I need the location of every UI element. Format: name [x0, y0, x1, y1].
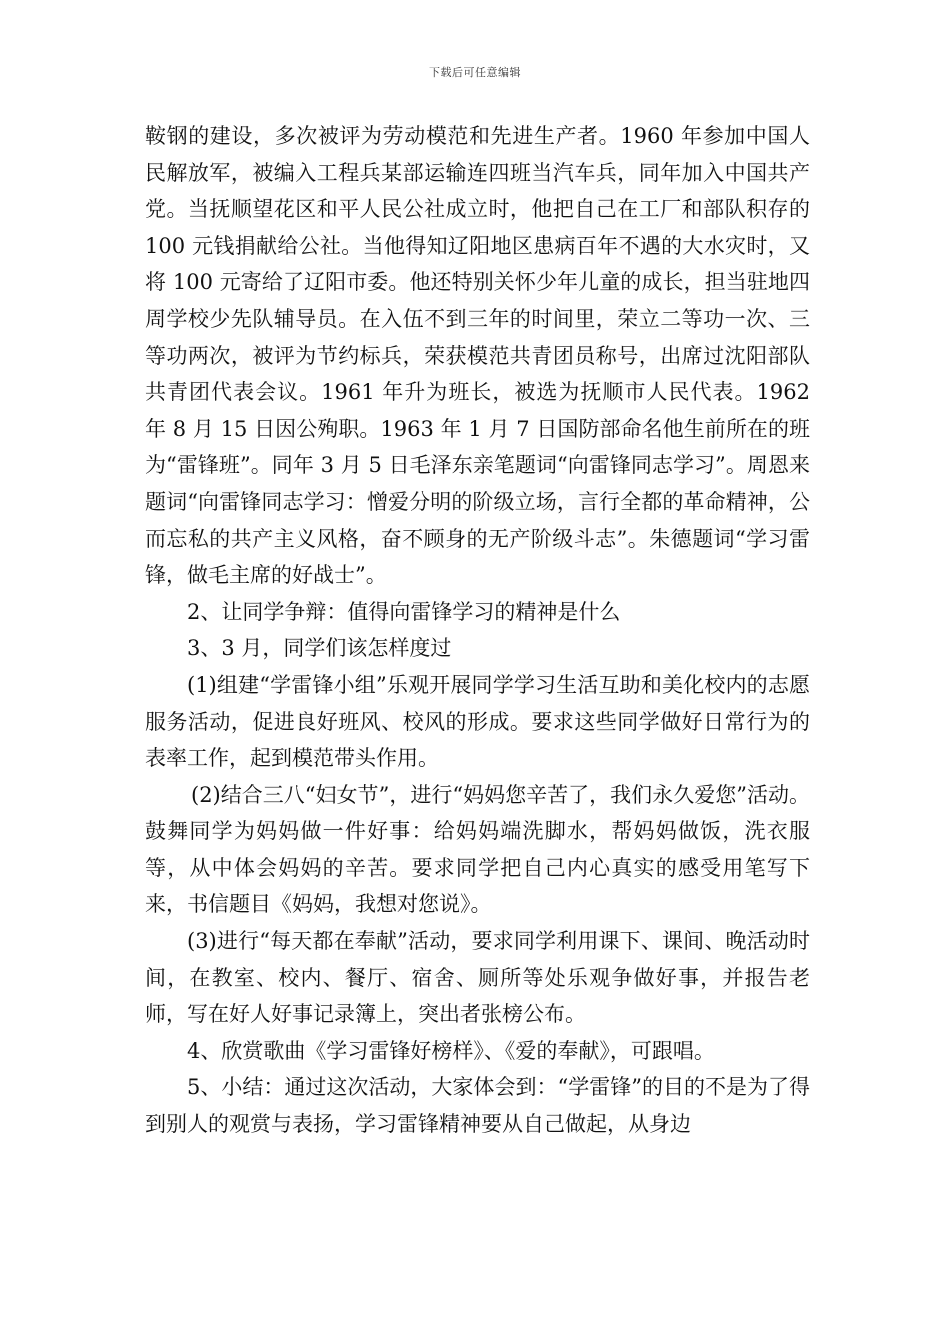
paragraph-item-3: 3、3 月，同学们该怎样度过	[187, 636, 452, 661]
paragraph-item-5: 5、小结：通过这次活动，大家体会到：“学雷锋”的目的不是为了得到别人的观赏与表扬，学习雷锋精神要从自己做起，从身边	[145, 1075, 810, 1137]
paragraph-subitem-2: (2)结合三八“妇女节”，进行“妈妈您辛苦了，我们永久爱您”活动。鼓舞同学为妈妈做一件好事：给妈妈端洗脚水，帮妈妈做饭，洗衣服等，从中体会妈妈的辛苦。要求同学把自己内心真实的感受用笔写下来，书信题目《妈妈，我想对您说》。	[145, 782, 810, 917]
paragraph-item-2: 2、让同学争辩：值得向雷锋学习的精神是什么	[187, 599, 621, 624]
document-body	[145, 118, 810, 1143]
paragraph-item-4: 4、欣赏歌曲《学习雷锋好榜样》、《爱的奉献》，可跟唱。	[187, 1038, 715, 1063]
paragraph-subitem-3: (3)进行“每天都在奉献”活动，要求同学利用课下、课间、晚活动时间，在教室、校内、餐厅、宿舍、厕所等处乐观争做好事，并报告老师，写在好人好事记录簿上，突出者张榜公布。	[145, 929, 810, 1027]
paragraph-subitem-1: (1)组建“学雷锋小组”乐观开展同学学习生活互助和美化校内的志愿服务活动，促进良好班风、校风的形成。要求这些同学做好日常行为的表率工作，起到模范带头作用。	[145, 672, 810, 771]
page-header: 下载后可任意编辑	[429, 66, 521, 79]
paragraph-leifeng-biography: 鞍钢的建设，多次被评为劳动模范和先进生产者。1960 年参加中国人民解放军，被编入工程兵某部运输连四班当汽车兵，同年加入中国共产党。当抚顺望花区和平人民公社成立时，他把自己在工厂和部队积存的 100 元钱捐献给公社。当他得知辽阳地区患病百年不遇的大水灾时，又将 100 元寄给了辽阳市委。他还特别关怀少年儿童的成长，担当驻地四周学校少先队辅导员。在入伍不到三年的时间里，荣立二等功一次、三等功两次，被评为节约标兵，荣获模范共青团员称号，出席过沈阳部队共青团代表会议。1961 年升为班长，被选为抚顺市人民代表。1962 年 8 月 15 日因公殉职。1963 年 1 月 7 日国防部命名他生前所在的班为“雷锋班”。同年 3 月 5 日毛泽东亲笔题词“向雷锋同志学习”。周恩来题词“向雷锋同志学习：憎爱分明的阶级立场，言行全都的革命精神，公而忘私的共产主义风格，奋不顾身的无产阶级斗志”。朱德题词“学习雷锋，做毛主席的好战士”。	[145, 124, 810, 588]
